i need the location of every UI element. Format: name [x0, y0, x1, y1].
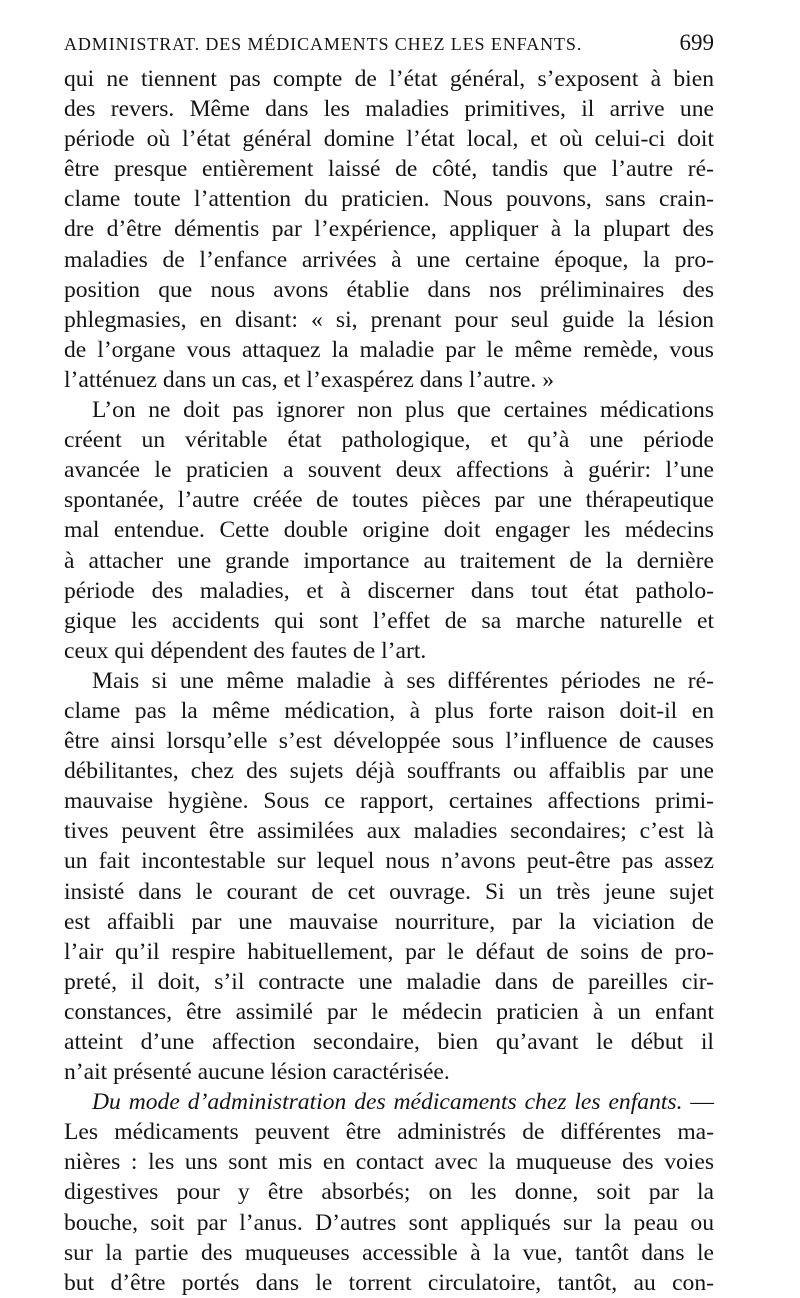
text-line: position que nous avons établie dans nos préliminaires des — [64, 276, 714, 303]
text-line: être presque entièrement laissé de côté, tandis que l’autre ré- — [64, 156, 714, 183]
text-line: insisté dans le courant de cet ouvrage. Si un très jeune sujet — [64, 878, 714, 905]
text-line: qui ne tiennent pas compte de l’état général, s’exposent à bien — [64, 66, 714, 92]
text-line: un fait incontestable sur lequel nous n’avons peut-être pas assez — [64, 848, 714, 875]
text-line: clame toute l’attention du praticien. Nous pouvons, sans crain- — [64, 186, 714, 213]
section-heading-line — [64, 1087, 714, 1117]
text-line: est affaibli par une mauvaise nourriture, par la viciation de — [64, 908, 714, 935]
text-line: avancée le praticien a souvent deux affections à guérir: l’une — [64, 457, 714, 484]
text-line: créent un véritable état pathologique, et qu’à une période — [64, 427, 714, 454]
text-line: Les médicaments peuvent être administrés de différentes ma- — [64, 1119, 714, 1146]
text-line: l’air qu’il respire habituellement, par le défaut de soins de pro- — [64, 938, 714, 965]
text-line: dre d’être démentis par l’expérience, appliquer à la plupart des — [64, 216, 714, 243]
text-line: spontanée, l’autre créée de toutes pièces par une thérapeutique — [64, 487, 714, 514]
text-line: gique les accidents qui sont l’effet de sa marche naturelle et — [64, 607, 714, 634]
text-line: bouche, soit par l’anus. D’autres sont appliqués sur la peau ou — [64, 1209, 714, 1236]
text-line: phlegmasies, en disant: « si, prenant pour seul guide la lésion — [64, 306, 714, 333]
text-line: constances, être assimilé par le médecin praticien à un enfant — [64, 998, 714, 1025]
paragraph-3 — [64, 666, 714, 1087]
text-line: maladies de l’enfance arrivées à une certaine époque, la pro- — [64, 246, 714, 273]
page-number: 699 — [679, 30, 714, 55]
text-line: être ainsi lorsqu’elle s’est développée sous l’influence de causes — [64, 728, 714, 755]
text-line: mal entendue. Cette double origine doit engager les médecins — [64, 517, 714, 544]
text-line: l’atténuez dans un cas, et l’exaspérez dans l’autre. » — [64, 366, 554, 393]
text-line: digestives pour y être absorbés; on les donne, soit par la — [64, 1179, 714, 1206]
body-text — [64, 64, 714, 1298]
text-line: débilitantes, chez des sujets déjà souffrants ou affaiblis par une — [64, 758, 714, 785]
text-line: période où l’état général domine l’état local, et où celui-ci doit — [64, 126, 714, 153]
running-head — [64, 30, 714, 64]
text-line: tives peuvent être assimilées aux maladies secondaires; c’est là — [64, 818, 714, 845]
text-line: L’on ne doit pas ignorer non plus que certaines médications — [92, 397, 714, 424]
text-line: mauvaise hygiène. Sous ce rapport, certaines affections primi- — [64, 788, 714, 815]
text-line: ceux qui dépendent des fautes de l’art. — [64, 637, 427, 664]
text-line: sur la partie des muqueuses accessible à la vue, tantôt dans le — [64, 1239, 714, 1266]
text-line: des revers. Même dans les maladies primitives, il arrive une — [64, 96, 714, 123]
text-line: but d’être portés dans le torrent circulatoire, tantôt, au con- — [64, 1269, 714, 1296]
text-line: clame pas la même médication, à plus forte raison doit-il en — [64, 697, 714, 724]
text-line: à attacher une grande importance au traitement de la dernière — [64, 547, 714, 574]
text-line: atteint d’une affection secondaire, bien qu’avant le début il — [64, 1029, 714, 1055]
running-head-title: ADMINISTRAT. DES MÉDICAMENTS CHEZ LES ENFANTS. — [64, 34, 583, 54]
text-line: Mais si une même maladie à ses différentes périodes ne ré- — [92, 667, 714, 694]
text-line: période des maladies, et à discerner dans tout état patholo- — [64, 577, 714, 604]
section-heading: Du mode d’administration des médicaments chez les enfants. — [92, 1089, 683, 1116]
text-line: de l’organe vous attaquez la maladie par le même remède, vous — [64, 336, 714, 363]
text-line: nières : les uns sont mis en contact avec la muqueuse des voies — [64, 1149, 714, 1176]
paragraph-4 — [64, 1087, 714, 1298]
text-line: preté, il doit, s’il contracte une maladie dans de pareilles cir- — [64, 968, 714, 995]
heading-dash: — — [682, 1089, 715, 1116]
paragraph-1 — [64, 64, 714, 395]
paragraph-2 — [64, 395, 714, 666]
text-line: n’ait présenté aucune lésion caractérisée. — [64, 1059, 450, 1086]
